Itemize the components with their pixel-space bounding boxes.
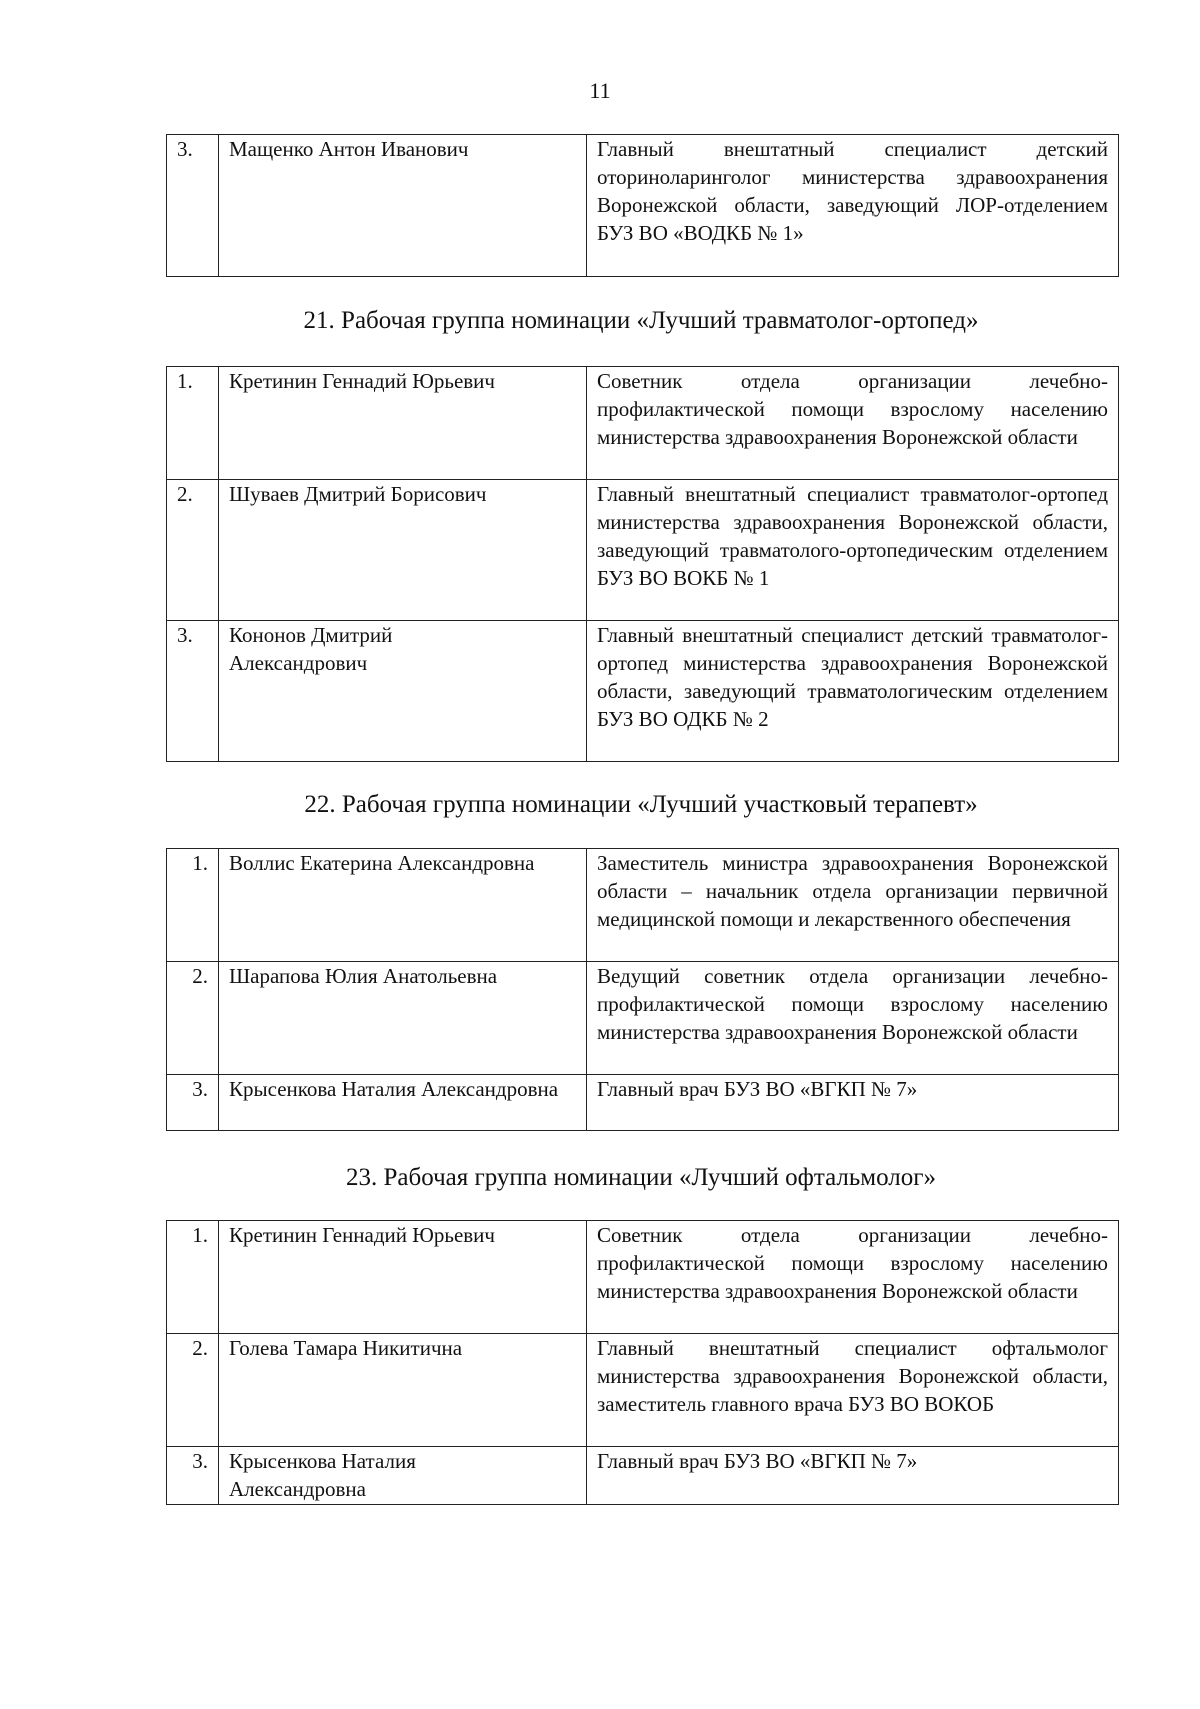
- member-name: Шарапова Юлия Анатольевна: [219, 962, 587, 1075]
- member-position: Советник отдела организации лечебно-профилактической помощи взрослому населению министерства здравоохранения Воронежской области: [587, 1221, 1119, 1334]
- members-table-continued: [166, 134, 1119, 277]
- member-name: Кретинин Геннадий Юрьевич: [219, 367, 587, 480]
- row-number: 3.: [167, 621, 219, 762]
- member-name: Голева Тамара Никитична: [219, 1334, 587, 1447]
- table-row: [167, 621, 1119, 762]
- member-position: Заместитель министра здравоохранения Воронежской области – начальник отдела организации первичной медицинской помощи и лекарственного обеспечения: [587, 849, 1119, 962]
- member-name: Крысенкова Наталия Александровна: [219, 1075, 587, 1131]
- member-name: Крысенкова Наталия Александровна: [219, 1447, 587, 1505]
- member-name: Кретинин Геннадий Юрьевич: [219, 1221, 587, 1334]
- row-number: 1.: [167, 1221, 219, 1334]
- table-row: [167, 1075, 1119, 1131]
- members-table-21: [166, 366, 1119, 762]
- row-number: 2.: [167, 962, 219, 1075]
- table-row: [167, 480, 1119, 621]
- member-name: Воллис Екатерина Александровна: [219, 849, 587, 962]
- member-position: Главный внештатный специалист детский оториноларинголог министерства здравоохранения Воронежской области, заведующий ЛОР-отделением БУЗ ВО «ВОДКБ № 1»: [587, 135, 1119, 277]
- member-position: Главный врач БУЗ ВО «ВГКП № 7»: [587, 1447, 1119, 1505]
- row-number: 1.: [167, 367, 219, 480]
- table-row: [167, 367, 1119, 480]
- member-position: Главный внештатный специалист офтальмолог министерства здравоохранения Воронежской области, заместитель главного врача БУЗ ВО ВОКОБ: [587, 1334, 1119, 1447]
- row-number: 2.: [167, 480, 219, 621]
- section-title-23: 23. Рабочая группа номинации «Лучший офтальмолог»: [346, 1164, 936, 1191]
- table-row: [167, 1447, 1119, 1505]
- section-title-22: 22. Рабочая группа номинации «Лучший участковый терапевт»: [304, 791, 978, 818]
- member-name: Мащенко Антон Иванович: [219, 135, 587, 277]
- members-table-23: [166, 1220, 1119, 1505]
- row-number: 3.: [167, 135, 219, 277]
- member-position: Главный внештатный специалист детский травматолог-ортопед министерства здравоохранения Воронежской области, заведующий травматологическим отделением БУЗ ВО ОДКБ № 2: [587, 621, 1119, 762]
- table-row: [167, 1221, 1119, 1334]
- member-position: Главный врач БУЗ ВО «ВГКП № 7»: [587, 1075, 1119, 1131]
- row-number: 3.: [167, 1447, 219, 1505]
- table-row: [167, 1334, 1119, 1447]
- row-number: 2.: [167, 1334, 219, 1447]
- member-position: Главный внештатный специалист травматолог-ортопед министерства здравоохранения Воронежской области, заведующий травматолого-ортопедическим отделением БУЗ ВО ВОКБ № 1: [587, 480, 1119, 621]
- row-number: 1.: [167, 849, 219, 962]
- member-name: Шуваев Дмитрий Борисович: [219, 480, 587, 621]
- table-row: [167, 135, 1119, 277]
- members-table-22: [166, 848, 1119, 1131]
- member-position: Советник отдела организации лечебно-профилактической помощи взрослому населению министерства здравоохранения Воронежской области: [587, 367, 1119, 480]
- member-name: Кононов Дмитрий Александрович: [219, 621, 587, 762]
- member-position: Ведущий советник отдела организации лечебно-профилактической помощи взрослому населению министерства здравоохранения Воронежской области: [587, 962, 1119, 1075]
- page-number: 11: [589, 78, 611, 103]
- table-row: [167, 849, 1119, 962]
- section-title-21: 21. Рабочая группа номинации «Лучший травматолог-ортопед»: [303, 307, 979, 334]
- row-number: 3.: [167, 1075, 219, 1131]
- table-row: [167, 962, 1119, 1075]
